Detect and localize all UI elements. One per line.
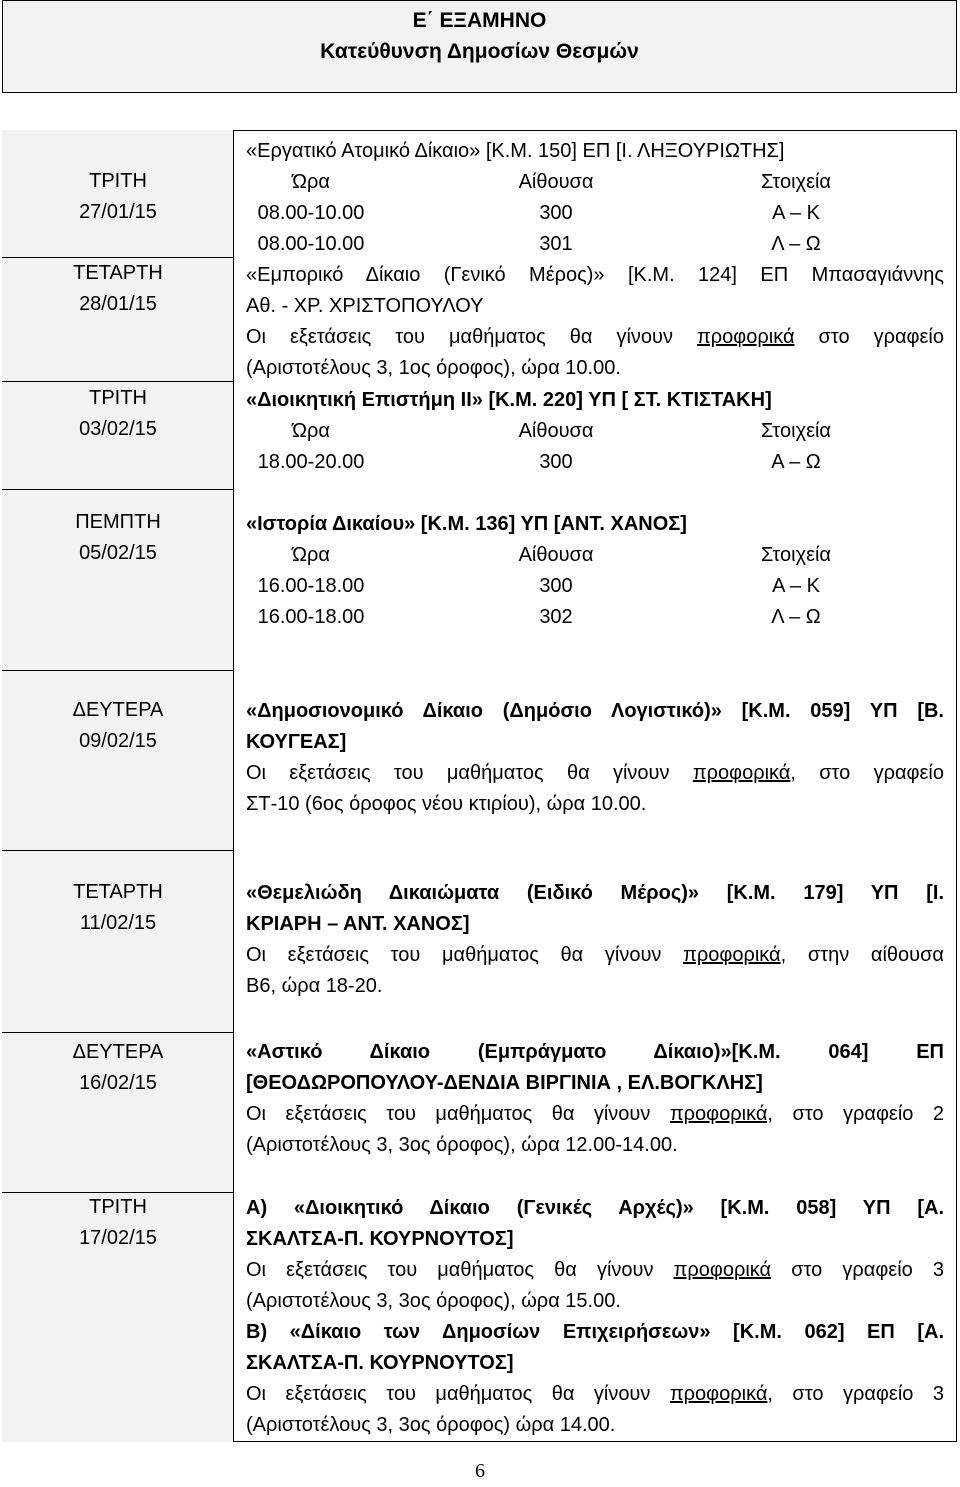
time-row <box>246 602 944 633</box>
date-divider <box>2 1032 234 1033</box>
date-value: 28/01/15 <box>79 293 157 315</box>
hour-value: 08.00-10.00 <box>257 233 365 255</box>
date-cell <box>2 1192 234 1254</box>
oral-exam-mark: προφορικά <box>692 762 791 784</box>
exam-note-cont: Β6, ώρα 18-20. <box>246 975 383 997</box>
day-name: ΤΕΤΑΡΤΗ <box>73 262 163 284</box>
room-value: 302 <box>539 606 573 628</box>
semester-title: Ε΄ ΕΞΑΜΗΝΟ <box>412 9 547 32</box>
letters-value: Α – Ω <box>771 451 821 473</box>
course-title: «Δημοσιονομικό Δίκαιο (Δημόσιο Λογιστικό)» [Κ.Μ. 059] ΥΠ [Β. <box>246 700 944 722</box>
day-name: ΤΡΙΤΗ <box>89 387 147 409</box>
date-value: 16/02/15 <box>79 1072 157 1094</box>
exam-entry <box>246 509 944 633</box>
exam-note: Οι εξετάσεις του μαθήματος θα γίνουν προφορικά, στο γραφείο 2 <box>246 1103 944 1125</box>
exam-entry <box>246 1037 944 1161</box>
exam-entry <box>246 696 944 820</box>
time-row <box>246 447 944 478</box>
time-header-row <box>246 540 944 571</box>
letters-header: Στοιχεία <box>760 171 831 193</box>
date-divider <box>2 850 234 851</box>
oral-exam-mark: προφορικά, <box>669 1103 773 1125</box>
date-cell <box>2 383 234 445</box>
exam-note: Οι εξετάσεις του μαθήματος θα γίνουν προφορικά, στο γραφείο 3 <box>246 1383 944 1405</box>
exam-note-cont: (Αριστοτέλους 3, 3ος όροφος), ώρα 12.00-14.00. <box>246 1134 678 1156</box>
hour-header: Ώρα <box>292 171 330 193</box>
hour-header: Ώρα <box>292 544 330 566</box>
course-title-cont: ΣΚΑΛΤΣΑ-Π. ΚΟΥΡΝΟΥΤΟΣ] <box>246 1228 514 1250</box>
letters-value: Λ – Ω <box>771 606 821 628</box>
exam-note-cont: (Αριστοτέλους 3, 3ος όροφος) ώρα 14.00. <box>246 1414 616 1436</box>
hour-header: Ώρα <box>292 420 330 442</box>
hour-value: 16.00-18.00 <box>257 575 365 597</box>
time-row <box>246 229 944 260</box>
course-title-cont: ΣΚΑΛΤΣΑ-Π. ΚΟΥΡΝΟΥΤΟΣ] <box>246 1352 514 1374</box>
page-number: 6 <box>475 1460 485 1482</box>
date-value: 17/02/15 <box>79 1227 157 1249</box>
hour-value: 18.00-20.00 <box>257 451 365 473</box>
date-cell <box>2 507 234 569</box>
room-value: 300 <box>539 575 573 597</box>
date-cell <box>2 877 234 939</box>
time-row <box>246 198 944 229</box>
day-name: ΔΕΥΤΕΡΑ <box>72 699 164 721</box>
letters-value: Α – Κ <box>772 575 820 597</box>
exam-note-cont: (Αριστοτέλους 3, 1ος όροφος), ώρα 10.00. <box>246 357 621 379</box>
letters-header: Στοιχεία <box>760 420 831 442</box>
course-title-cont: [ΘΕΟΔΩΡΟΠΟΥΛΟΥ-ΔΕΝΔΙΑ ΒΙΡΓΙΝΙΑ , ΕΛ.ΒΟΓΚΛΗΣ] <box>246 1072 763 1094</box>
course-title: «Θεμελιώδη Δικαιώματα (Ειδικό Μέρος)» [Κ.Μ. 179] ΥΠ [Ι. <box>246 882 944 904</box>
exam-entry <box>246 385 944 478</box>
room-value: 301 <box>539 233 573 255</box>
exam-note: Οι εξετάσεις του μαθήματος θα γίνουν προφορικά στο γραφείο 3 <box>246 1259 945 1281</box>
hour-value: 16.00-18.00 <box>257 606 365 628</box>
course-title: Α) «Διοικητικό Δίκαιο (Γενικές Αρχές)» [Κ.Μ. 058] ΥΠ [Α. <box>246 1197 944 1219</box>
letters-value: Α – Κ <box>772 202 820 224</box>
date-value: 27/01/15 <box>79 201 157 223</box>
date-divider <box>2 670 234 671</box>
exam-note: Οι εξετάσεις του μαθήματος θα γίνουν προφορικά στο γραφείο <box>246 326 944 348</box>
date-value: 09/02/15 <box>79 730 157 752</box>
day-name: ΔΕΥΤΕΡΑ <box>72 1041 164 1063</box>
course-title: «Εργατικό Ατομικό Δίκαιο» [Κ.Μ. 150] ΕΠ [Ι. ΛΗΞΟΥΡΙΩΤΗΣ] <box>246 140 785 162</box>
course-title: «Ιστορία Δικαίου» [Κ.Μ. 136] ΥΠ [ΑΝΤ. ΧΑΝΟΣ] <box>246 513 687 535</box>
room-header: Αίθουσα <box>518 171 594 193</box>
room-header: Αίθουσα <box>518 544 594 566</box>
room-value: 300 <box>539 202 573 224</box>
course-title-cont: Αθ. - ΧΡ. ΧΡΙΣΤΟΠΟΥΛΟΥ <box>246 295 484 317</box>
course-title-cont: ΚΡΙΑΡΗ – ΑΝΤ. ΧΑΝΟΣ] <box>246 913 470 935</box>
exam-entry <box>246 136 944 260</box>
exam-entry <box>246 878 944 1002</box>
exam-entry <box>246 260 944 384</box>
oral-exam-mark: προφορικά <box>696 326 795 348</box>
date-cell <box>2 695 234 757</box>
date-divider <box>2 381 234 382</box>
course-title-cont: ΚΟΥΓΕΑΣ] <box>246 731 347 753</box>
hour-value: 08.00-10.00 <box>257 202 365 224</box>
letters-header: Στοιχεία <box>760 544 831 566</box>
exam-entry <box>246 1193 944 1441</box>
letters-value: Λ – Ω <box>771 233 821 255</box>
day-name: ΠΕΜΠΤΗ <box>75 511 161 533</box>
oral-exam-mark: προφορικά <box>673 1259 772 1281</box>
date-divider <box>2 489 234 490</box>
course-title: Β) «Δίκαιο των Δημοσίων Επιχειρήσεων» [Κ.Μ. 062] ΕΠ [Α. <box>246 1321 944 1343</box>
oral-exam-mark: προφορικά <box>683 944 781 966</box>
exam-note-cont: ΣΤ-10 (6ος όροφος νέου κτιρίου), ώρα 10.00. <box>246 793 647 815</box>
time-header-row <box>246 167 944 198</box>
day-name: ΤΕΤΑΡΤΗ <box>73 881 163 903</box>
exam-note: Οι εξετάσεις του μαθήματος θα γίνουν προφορικά, στην αίθουσα <box>246 944 944 966</box>
exam-note-cont: (Αριστοτέλους 3, 3ος όροφος), ώρα 15.00. <box>246 1290 621 1312</box>
exam-note: Οι εξετάσεις του μαθήματος θα γίνουν προφορικά, στο γραφείο <box>246 762 944 784</box>
date-cell <box>2 258 234 320</box>
date-value: 03/02/15 <box>79 418 157 440</box>
date-value: 11/02/15 <box>79 912 157 934</box>
room-value: 300 <box>539 451 573 473</box>
oral-exam-mark: προφορικά <box>669 1383 768 1405</box>
date-cell <box>2 166 234 228</box>
semester-header <box>2 0 957 93</box>
room-header: Αίθουσα <box>518 420 594 442</box>
date-cell <box>2 1037 234 1099</box>
day-name: ΤΡΙΤΗ <box>89 1196 147 1218</box>
date-value: 05/02/15 <box>79 542 157 564</box>
course-title: «Διοικητική Επιστήμη ΙΙ» [Κ.Μ. 220] ΥΠ [ ΣΤ. ΚΤΙΣΤΑΚΗ] <box>246 389 772 411</box>
course-title: «Αστικό Δίκαιο (Εμπράγματο Δίκαιο)»[Κ.Μ. 064] ΕΠ <box>246 1041 944 1063</box>
day-name: ΤΡΙΤΗ <box>89 170 147 192</box>
time-header-row <box>246 416 944 447</box>
direction-title: Κατεύθυνση Δημοσίων Θεσμών <box>320 40 639 63</box>
course-title: «Εμπορικό Δίκαιο (Γενικό Μέρος)» [Κ.Μ. 124] ΕΠ Μπασαγιάννης <box>246 264 944 286</box>
time-row <box>246 571 944 602</box>
